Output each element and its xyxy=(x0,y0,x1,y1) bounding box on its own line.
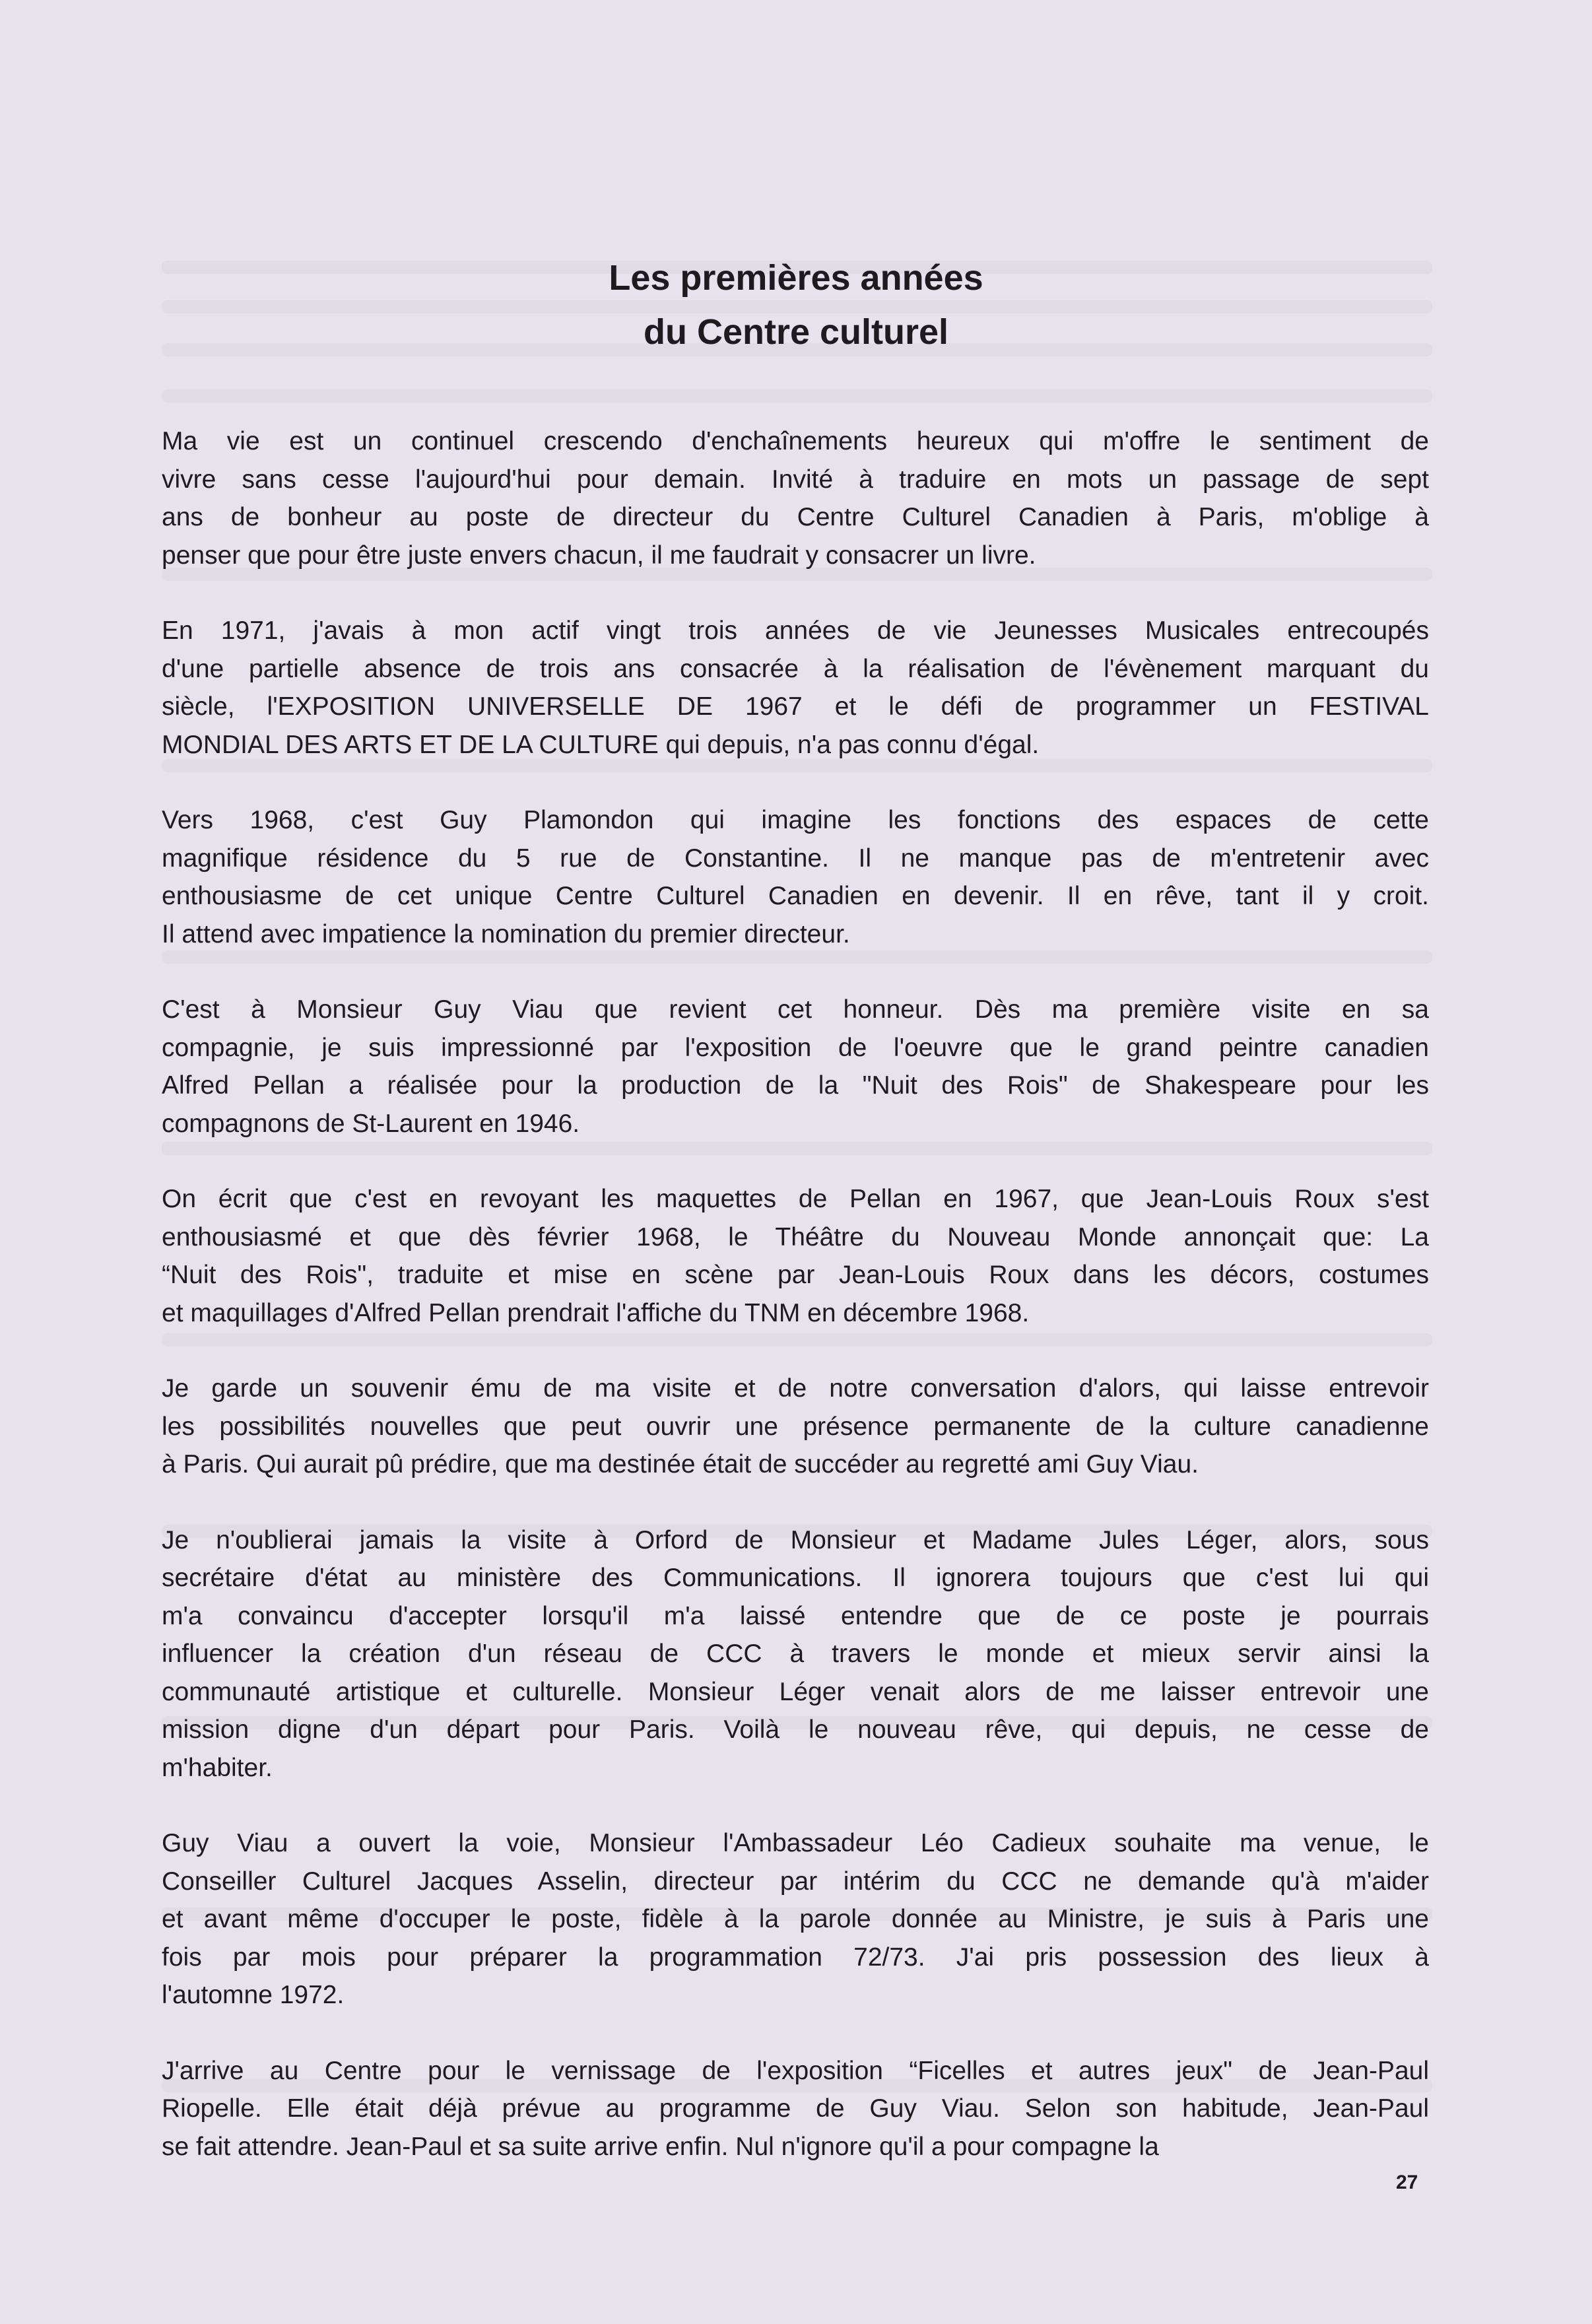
text-line: vivre sans cesse l'aujourd'hui pour demain. Invité à traduire en mots un passage de sept xyxy=(162,465,1429,494)
page-title xyxy=(0,251,1592,359)
text-line: siècle, l'EXPOSITION UNIVERSELLE DE 1967 et le défi de programmer un FESTIVAL xyxy=(162,692,1429,721)
text-line: Conseiller Culturel Jacques Asselin, directeur par intérim du CCC ne demande qu'à m'aider xyxy=(162,1867,1429,1896)
text-line: secrétaire d'état au ministère des Communications. Il ignorera toujours que c'est lui qui xyxy=(162,1564,1429,1592)
text-line: enthousiasme de cet unique Centre Culturel Canadien en devenir. Il en rêve, tant il y croit. xyxy=(162,882,1429,910)
text-line: mission digne d'un départ pour Paris. Voilà le nouveau rêve, qui depuis, ne cesse de xyxy=(162,1715,1429,1744)
text-line: Il attend avec impatience la nomination du premier directeur. xyxy=(162,919,850,948)
text-line: Je n'oublierai jamais la visite à Orford de Monsieur et Madame Jules Léger, alors, sous xyxy=(162,1525,1429,1554)
paragraph xyxy=(162,991,1429,1143)
text-line: et avant même d'occuper le poste, fidèle à la parole donnée au Ministre, je suis à Paris une xyxy=(162,1905,1429,1933)
text-line: Guy Viau a ouvert la voie, Monsieur l'Ambassadeur Léo Cadieux souhaite ma venue, le xyxy=(162,1829,1429,1857)
body-text xyxy=(162,422,1429,2203)
text-line: On écrit que c'est en revoyant les maquettes de Pellan en 1967, que Jean-Louis Roux s'est xyxy=(162,1185,1429,1213)
text-line: C'est à Monsieur Guy Viau que revient cet honneur. Dès ma première visite en sa xyxy=(162,995,1429,1024)
text-line: Vers 1968, c'est Guy Plamondon qui imagine les fonctions des espaces de cette xyxy=(162,806,1429,834)
bleed-through xyxy=(162,389,1432,403)
text-line: m'a convaincu d'accepter lorsqu'il m'a laissé entendre que de ce poste je pourrais xyxy=(162,1601,1429,1630)
text-line: enthousiasmé et que dès février 1968, le Théâtre du Nouveau Monde annonçait que: La xyxy=(162,1222,1429,1251)
paragraph xyxy=(162,1824,1429,2014)
paragraph xyxy=(162,612,1429,764)
text-line: se fait attendre. Jean-Paul et sa suite arrive enfin. Nul n'ignore qu'il a pour compagne la xyxy=(162,2132,1159,2161)
text-line: Riopelle. Elle était déjà prévue au programme de Guy Viau. Selon son habitude, Jean-Paul xyxy=(162,2094,1429,2123)
text-line: En 1971, j'avais à mon actif vingt trois années de vie Jeunesses Musicales entrecoupés xyxy=(162,616,1429,645)
paragraph xyxy=(162,2052,1429,2166)
text-line: ans de bonheur au poste de directeur du Centre Culturel Canadien à Paris, m'oblige à xyxy=(162,503,1429,531)
text-line: d'une partielle absence de trois ans consacrée à la réalisation de l'évènement marquant du xyxy=(162,654,1429,683)
text-line: fois par mois pour préparer la programmation 72/73. J'ai pris possession des lieux à xyxy=(162,1942,1429,1972)
title-line: Les premières années xyxy=(609,258,983,298)
page-number: 27 xyxy=(1396,2172,1418,2193)
paragraph xyxy=(162,1180,1429,1332)
text-line: et maquillages d'Alfred Pellan prendrait l'affiche du TNM en décembre 1968. xyxy=(162,1298,1030,1327)
text-line: “Nuit des Rois", traduite et mise en scène par Jean-Louis Roux dans les décors, costumes xyxy=(162,1261,1429,1289)
text-line: l'automne 1972. xyxy=(162,1981,345,2009)
paragraph xyxy=(162,801,1429,953)
text-line: MONDIAL DES ARTS ET DE LA CULTURE qui depuis, n'a pas connu d'égal. xyxy=(162,730,1040,759)
text-line: communauté artistique et culturelle. Monsieur Léger venait alors de me laisser entrevoir une xyxy=(162,1677,1429,1706)
text-line: Alfred Pellan a réalisée pour la production de la "Nuit des Rois" de Shakespeare pour les xyxy=(162,1071,1429,1100)
paragraph xyxy=(162,422,1429,574)
text-line: influencer la création d'un réseau de CCC à travers le monde et mieux servir ainsi la xyxy=(162,1640,1429,1668)
text-line: compagnons de St-Laurent en 1946. xyxy=(162,1109,580,1138)
text-line: Ma vie est un continuel crescendo d'enchaînements heureux qui m'offre le sentiment de xyxy=(162,427,1429,455)
title-line: du Centre culturel xyxy=(643,312,949,352)
text-line: compagnie, je suis impressionné par l'exposition de l'oeuvre que le grand peintre canadien xyxy=(162,1033,1429,1062)
text-line: à Paris. Qui aurait pû prédire, que ma destinée était de succéder au regretté ami Guy Viau. xyxy=(162,1450,1199,1478)
text-line: m'habiter. xyxy=(162,1753,273,1782)
paragraph xyxy=(162,1521,1429,1787)
text-line: Je garde un souvenir ému de ma visite et de notre conversation d'alors, qui laisse entrevoir xyxy=(162,1374,1429,1403)
text-line: les possibilités nouvelles que peut ouvrir une présence permanente de la culture canadienne xyxy=(162,1412,1429,1441)
text-line: penser que pour être juste envers chacun, il me faudrait y consacrer un livre. xyxy=(162,541,1036,570)
text-line: magnifique résidence du 5 rue de Constantine. Il ne manque pas de m'entretenir avec xyxy=(162,844,1429,873)
text-line: J'arrive au Centre pour le vernissage de l'exposition “Ficelles et autres jeux" de Jean-Paul xyxy=(162,2056,1429,2085)
paragraph xyxy=(162,1370,1429,1484)
